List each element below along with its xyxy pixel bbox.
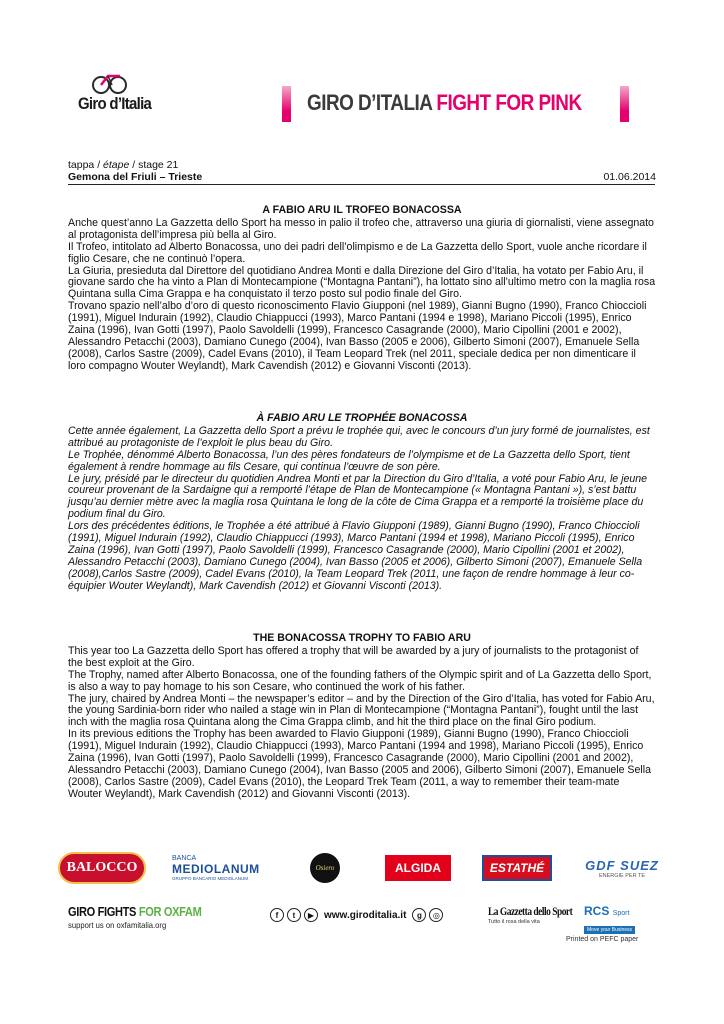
section-title: À FABIO ARU LE TROPHÉE BONACOSSA: [256, 412, 468, 424]
printed-note: Printed on PEFC paper: [566, 936, 639, 943]
paragraph: Cette année également, La Gazzetta dello Sport a prévu le trophée qui, avec le concours d’un jury formé de journalistes, est attribué au protagoniste de l’exploit le plus beau du Giro.: [68, 424, 650, 449]
osiero-logo: Osiero: [305, 848, 345, 888]
social-links: [270, 908, 443, 922]
rcs-sport-logo: RCS Sport Move your Business: [584, 904, 635, 936]
mediolanum-logo: BANCA MEDIOLANUM GRUPPO BANCARIO MEDIOLANUM: [172, 855, 260, 881]
banner-text: GIRO D’ITALIA FIGHT FOR PINK: [307, 90, 582, 115]
twitter-icon[interactable]: t: [287, 908, 301, 922]
paragraph: The Trophy, named after Alberto Bonacossa, one of the founding fathers of the Olympic spirit and of La Gazzetta dello Sport, is also a way to pay homage to his son Cesare, who continued the work of his father.: [68, 668, 652, 693]
website-link[interactable]: www.giroditalia.it: [324, 909, 407, 921]
gdf-suez-logo: GDF SUEZ ENERGIE PER TE: [585, 857, 659, 879]
facebook-icon[interactable]: f: [270, 908, 284, 922]
fight-for-pink-banner: [282, 86, 632, 122]
estathe-logo: ESTATHÉ: [482, 848, 552, 888]
youtube-icon[interactable]: ▶: [304, 908, 318, 922]
google-plus-icon[interactable]: g: [412, 908, 426, 922]
instagram-icon[interactable]: ◎: [429, 908, 443, 922]
paragraph: Anche quest’anno La Gazzetta dello Sport ha messo in palio il trofeo che, attraverso una giuria di giornalisti, viene assegnato al protagonista dell’impresa più bella al Giro.: [68, 216, 654, 241]
paragraph: In its previous editions the Trophy has been awarded to Flavio Giupponi (1989), Gianni Bugno (1990), Franco Chioccioli (1991), Miguel Indurain (1992), Claudio Chiappucci (1993), Marco Pantani (1994 and 1998), Mariano Piccoli (1995), Enrico Zaina (1996), Ivan Gotti (1997), Paolo Savoldelli (1999), Francesco Casagrande (2000), Mario Cipollini (2001 and 2002), Alessandro Petacchi (2003), Damiano Cunego (2004), Ivan Basso (2005 and 2006), Gilberto Simoni (2007), Emanuele Sella (2008), Carlos Sastre (2009), Cadel Evans (2010), the Leopard Trek Team (2011, a way to remember their team-mate Wouter Weylandt), Mark Cavendish (2012) and Giovanni Visconti (2013).: [68, 728, 651, 800]
section-french: [68, 413, 656, 593]
paragraph: This year too La Gazzetta dello Sport has offered a trophy that will be awarded by a jury of journalists to the protagonist of the best exploit at the Giro.: [68, 644, 639, 669]
bicycle-icon: [90, 72, 130, 94]
algida-logo: ALGIDA: [375, 848, 461, 888]
section-title: THE BONACOSSA TROPHY TO FABIO ARU: [253, 632, 471, 644]
stage-label: tappa / étape / stage 21: [68, 159, 179, 171]
paragraph: Le jury, présidé par le directeur du quotidien Andrea Monti et par la Direction du Giro d’Italia, a voté pour Fabio Aru, le jeune coureur provenant de la Sardaigne qui a remporté l’étape de Plan de Montecampione (« Montagna Pantani »), s’est battu jusqu’au dernier mètre avec la maglia rosa Quintana le long de la côte de Cima Grappa et a remporté la troisième place du podium final du Giro.: [68, 472, 648, 521]
stage-route: Gemona del Friuli – Trieste: [68, 171, 203, 183]
pink-bar-right: [620, 86, 629, 122]
giro-logo: [78, 72, 158, 122]
section-english: [68, 633, 656, 801]
pink-bar-left: [282, 86, 291, 122]
logo-text: Giro d’Italia: [78, 94, 152, 113]
sponsors-row: [62, 848, 672, 890]
oxfam-logo: GIRO FIGHTS FOR OXFAM support us on oxfamitalia.org: [68, 904, 202, 930]
paragraph: The jury, chaired by Andrea Monti – the newspaper’s editor – and by the Direction of the Giro d’Italia, has voted for Fabio Aru, the young Sardinia-born rider who nailed a stage win in Plan di Montecampione (“Montagna Pantani”), fought until the last inch with the maglia rosa Quintana along the Cima Grappa climb, and hit the third place on the final Giro podium.: [68, 692, 655, 729]
gazzetta-logo: La Gazzetta dello Sport Tutto il rosa della vita: [488, 906, 573, 925]
header-rule: [68, 184, 655, 185]
section-title: A FABIO ARU IL TROFEO BONACOSSA: [262, 204, 462, 216]
paragraph: Il Trofeo, intitolato ad Alberto Bonacossa, uno dei padri dell’olimpismo e de La Gazzetta dello Sport, vuole anche ricordare il figlio Cesare, che ne continuò l’opera.: [68, 240, 647, 265]
paragraph: La Giuria, presieduta dal Direttore del quotidiano Andrea Monti e dalla Direzione del Giro d’Italia, ha votato per Fabio Aru, il giovane sardo che ha vinto a Plan di Montecampione (“Montagna Pantani”), ha lottato sino all’ultimo metro con la maglia rosa Quintana sulla Cima Grappa e ha conquistato il terzo posto sul podio finale del Giro.: [68, 264, 656, 301]
balocco-logo: BALOCCO: [62, 848, 142, 888]
paragraph: Le Trophée, dénommé Alberto Bonacossa, l’un des pères fondateurs de l’olympisme et de La Gazzetta dello Sport, tient également à rendre hommage au fils Cesare, qui continua l’œuvre de son père.: [68, 448, 630, 473]
footer: [62, 902, 672, 944]
paragraph: Trovano spazio nell’albo d’oro di questo riconoscimento Flavio Giupponi (nel 1989), Gianni Bugno (1990), Franco Chioccioli (1991), Miguel Indurain (1992), Claudio Chiappucci (1993), Marco Pantani (1994 e 1998), Mariano Piccoli (1995), Enrico Zaina (1996), Ivan Gotti (1997), Paolo Savoldelli (1999), Francesco Casagrande (2000), Mario Cipollini (2001 e 2002), Alessandro Petacchi (2003), Damiano Cunego (2004), Ivan Basso (2005 e 2006), Gilberto Simoni (2007), Emanuele Sella (2008), Carlos Sastre (2009), Cadel Evans (2010), il Team Leopard Trek (nel 2011, speciale dedica per non dimenticare il loro compagno Wouter Weylandt), Mark Cavendish (2012) e Giovanni Visconti (2013).: [68, 300, 647, 372]
paragraph: Lors des précédentes éditions, le Trophée a été attribué à Flavio Giupponi (1989), Gianni Bugno (1990), Franco Chioccioli (1991), Miguel Indurain (1992), Claudio Chiappucci (1993), Marco Pantani (1994 et 1998), Mariano Piccoli (1995), Enrico Zaina (1996), Ivan Gotti (1997), Paolo Savoldelli (1999), Francesco Casagrande (2000), Mario Cipollini (2001 et 2002), Alessandro Petacchi (2003), Damiano Cunego (2004), Ivan Basso (2005 et 2006), Gilberto Simoni (2007), Emanuele Sella (2008),Carlos Sastre (2009), Cadel Evans (2010), la Team Leopard Trek (2011, une façon de rendre hommage à leur co-équipier Wouter Weylandt), Mark Cavendish (2012) et Giovanni Visconti (2013).: [68, 520, 643, 592]
section-italian: [68, 205, 656, 373]
stage-date: 01.06.2014: [603, 171, 656, 183]
